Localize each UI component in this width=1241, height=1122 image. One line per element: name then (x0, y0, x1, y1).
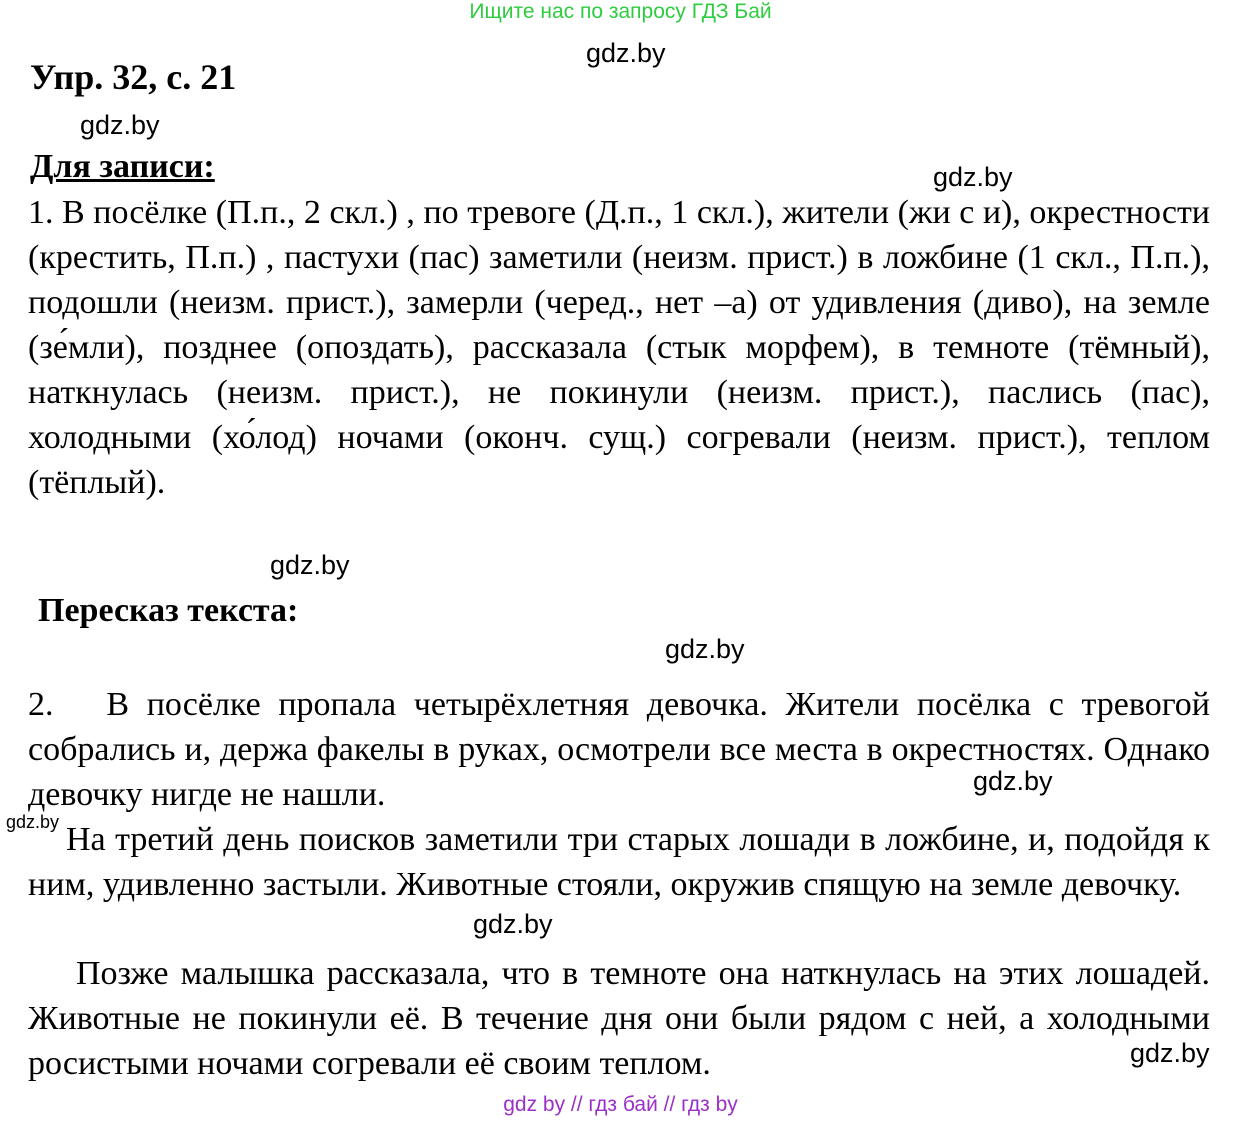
watermark: gdz.by (586, 38, 666, 68)
page-title: Упр. 32, с. 21 (30, 57, 237, 97)
retelling-paragraph-2: На третий день поисков заметили три старых лошади в ложбине, и, подойдя к ним, удивленно застыли. Животные стояли, окружив спящую на земле девочку. (28, 821, 1210, 903)
record-paragraph: 1. В посёлке (П.п., 2 скл.) , по тревоге (Д.п., 1 скл.), жители (жи с и), окрестности (крестить, П.п.) , пастухи (пас) заметили (неизм. прист.) в ложбине (1 скл., П.п.), подошли (неизм. прист.), замерли (черед., нет –а) от удивления (диво), на земле (зе́мли), позднее (опоздать), рассказала (стык морфем), в темноте (тёмный), наткнулась (неизм. прист.), не покинули (неизм. прист.), паслись (пас), холодными (хо́лод) ночами (оконч. сущ.) согревали (неизм. прист.), теплом (тёплый). (28, 194, 1210, 501)
top-banner: Ищите нас по запросу ГДЗ Бай (469, 0, 772, 23)
watermark: gdz.by (1130, 1038, 1210, 1068)
watermark: gdz.by (933, 162, 1013, 192)
retelling-paragraph-1: 2. В посёлке пропала четырёхлетняя девочка. Жители посёлка с тревогой собрались и, держа факелы в руках, осмотрели все места в окрестностях. Однако девочку нигде не нашли. (28, 686, 1219, 813)
heading-retelling: Пересказ текста: (38, 592, 299, 629)
retelling-paragraph-3: Позже малышка рассказала, что в темноте она наткнулась на этих лошадей. Животные не покинули её. В течение дня они были рядом с ней, а холодными росистыми ночами согревали её своим теплом. (28, 955, 1210, 1082)
watermark: gdz.by (665, 634, 745, 664)
watermark: gdz.by (6, 812, 60, 832)
watermark: gdz.by (270, 550, 350, 580)
watermark: gdz.by (473, 909, 553, 939)
watermark: gdz.by (973, 766, 1053, 796)
heading-record: Для записи: (30, 148, 215, 185)
footer: gdz by // гдз бай // гдз by (503, 1093, 738, 1116)
watermark: gdz.by (80, 110, 160, 140)
